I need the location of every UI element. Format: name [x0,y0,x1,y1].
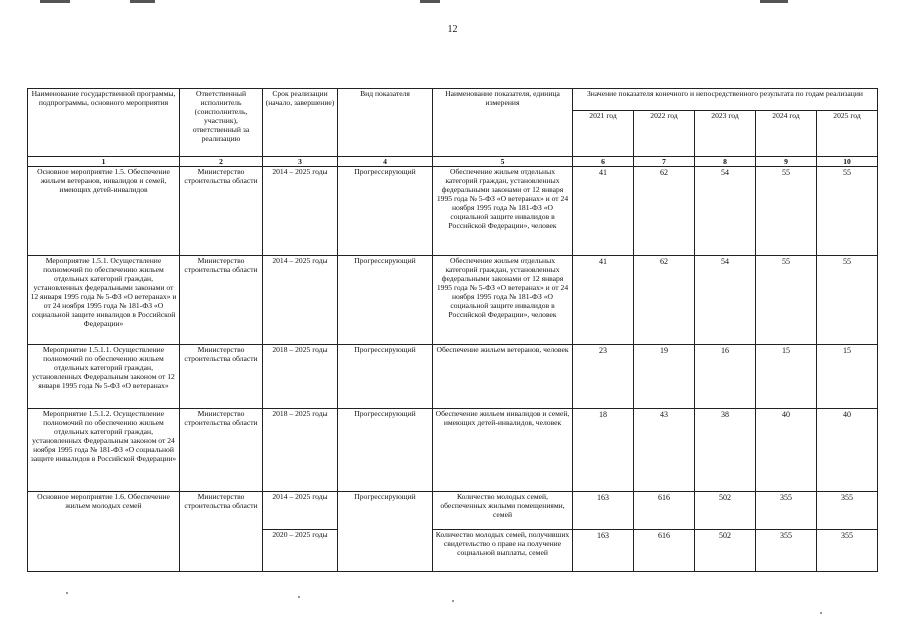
column-number: 5 [433,157,573,167]
page-number: 12 [447,24,458,35]
header-year-2021: 2021 год [573,111,634,157]
value-2024: 55 [756,256,817,345]
program-name-cell: Основное мероприятие 1.6. Обеспечение жильем молодых семей [28,492,180,572]
value-2021: 41 [573,167,634,256]
column-number: 1 [28,157,180,167]
indicator-name-cell: Количество молодых семей, получивших свидетельство о праве на получение социальной выплаты, семей [433,530,573,572]
value-2023: 502 [695,492,756,530]
header-indicator-type: Вид показателя [338,89,433,157]
scan-edge-mark [760,0,788,3]
value-2022: 616 [634,492,695,530]
scan-dot [66,592,68,594]
value-2024: 40 [756,409,817,492]
indicator-name-cell: Обеспечение жильем инвалидов и семей, имеющих детей-инвалидов, человек [433,409,573,492]
indicator-type-cell: Прогрессирующий [338,345,433,409]
table-row [28,492,878,530]
value-2022: 62 [634,167,695,256]
value-2021: 23 [573,345,634,409]
header-year-2022: 2022 год [634,111,695,157]
program-name-cell: Мероприятие 1.5.1. Осуществление полномочий по обеспечению жильем отдельных категорий граждан, установленных федеральными законами от 12 января 1995 года № 5-ФЗ «О ветеранах» и от 24 ноября 1995 года № 181-ФЗ «О социальной защите инвалидов в Российской Федерации» [28,256,180,345]
header-year-2025: 2025 год [817,111,878,157]
indicator-name-cell: Обеспечение жильем ветеранов, человек [433,345,573,409]
indicator-name-cell: Обеспечение жильем отдельных категорий граждан, установленных федеральными законами от 12 января 1995 года № 5-ФЗ «О ветеранах» и от 24 ноября 1995 года № 181-ФЗ «О социальной защите инвалидов в Российской Федерации», человек [433,167,573,256]
table-row [28,409,878,492]
column-number: 8 [695,157,756,167]
value-2023: 38 [695,409,756,492]
value-2025: 15 [817,345,878,409]
program-name-cell: Мероприятие 1.5.1.1. Осуществление полномочий по обеспечению жильем отдельных категорий граждан, установленных Федеральным законом от 12 января 1995 года № 5-ФЗ «О ветеранах» [28,345,180,409]
scan-edge-mark [130,0,155,3]
executor-cell: Министерство строительства области [180,409,263,492]
scan-edge-mark [40,0,70,3]
executor-cell: Министерство строительства области [180,167,263,256]
column-numbers-row [28,157,878,167]
column-number: 3 [263,157,338,167]
header-year-2023: 2023 год [695,111,756,157]
value-2022: 19 [634,345,695,409]
header-year-2024: 2024 год [756,111,817,157]
value-2023: 54 [695,167,756,256]
period-cell: 2014 – 2025 годы [263,256,338,345]
indicator-name-cell: Количество молодых семей, обеспеченных жилыми помещениями, семей [433,492,573,530]
value-2024: 55 [756,167,817,256]
scan-dot [820,612,822,614]
column-number: 2 [180,157,263,167]
scan-dot [452,600,454,602]
table-row [28,167,878,256]
period-cell: 2018 – 2025 годы [263,409,338,492]
column-number: 6 [573,157,634,167]
table-row [28,256,878,345]
value-2025: 40 [817,409,878,492]
column-number: 9 [756,157,817,167]
indicator-type-cell: Прогрессирующий [338,492,433,572]
period-cell: 2020 – 2025 годы [263,530,338,572]
header-values-group: Значение показателя конечного и непосредственного результата по годам реализации [573,89,878,111]
indicator-type-cell: Прогрессирующий [338,409,433,492]
header-executor: Ответственный исполнитель (соисполнитель, участник), ответственный за реализацию [180,89,263,157]
period-cell: 2014 – 2025 годы [263,167,338,256]
column-number: 10 [817,157,878,167]
value-2024: 355 [756,492,817,530]
value-2021: 163 [573,492,634,530]
value-2021: 18 [573,409,634,492]
table-row [28,345,878,409]
value-2021: 163 [573,530,634,572]
program-name-cell: Мероприятие 1.5.1.2. Осуществление полномочий по обеспечению жильем отдельных категорий граждан, установленных Федеральным законом от 24 ноября 1995 года № 181-ФЗ «О социальной защите инвалидов в Российской Федерации» [28,409,180,492]
value-2025: 355 [817,492,878,530]
value-2022: 616 [634,530,695,572]
period-cell: 2014 – 2025 годы [263,492,338,530]
value-2021: 41 [573,256,634,345]
executor-cell: Министерство строительства области [180,256,263,345]
value-2024: 15 [756,345,817,409]
value-2023: 54 [695,256,756,345]
column-number: 4 [338,157,433,167]
executor-cell: Министерство строительства области [180,492,263,572]
value-2023: 16 [695,345,756,409]
value-2024: 355 [756,530,817,572]
column-number: 7 [634,157,695,167]
program-name-cell: Основное мероприятие 1.5. Обеспечение жильем ветеранов, инвалидов и семей, имеющих детей-инвалидов [28,167,180,256]
period-cell: 2018 – 2025 годы [263,345,338,409]
value-2022: 62 [634,256,695,345]
indicators-table [27,88,878,572]
executor-cell: Министерство строительства области [180,345,263,409]
header-period: Срок реализации (начало, завершение) [263,89,338,157]
value-2025: 55 [817,256,878,345]
header-program-name: Наименование государственной программы, подпрограммы, основного мероприятия [28,89,180,157]
value-2022: 43 [634,409,695,492]
value-2025: 55 [817,167,878,256]
value-2023: 502 [695,530,756,572]
header-indicator-name: Наименование показателя, единица измерения [433,89,573,157]
scan-dot [298,596,300,598]
indicator-type-cell: Прогрессирующий [338,256,433,345]
value-2025: 355 [817,530,878,572]
indicator-name-cell: Обеспечение жильем отдельных категорий граждан, установленных федеральными законами от 12 января 1995 года № 5-ФЗ «О ветеранах» и от 24 ноября 1995 года № 181-ФЗ «О социальной защите инвалидов в Российской Федерации», человек [433,256,573,345]
scan-edge-mark [420,0,440,3]
indicator-type-cell: Прогрессирующий [338,167,433,256]
